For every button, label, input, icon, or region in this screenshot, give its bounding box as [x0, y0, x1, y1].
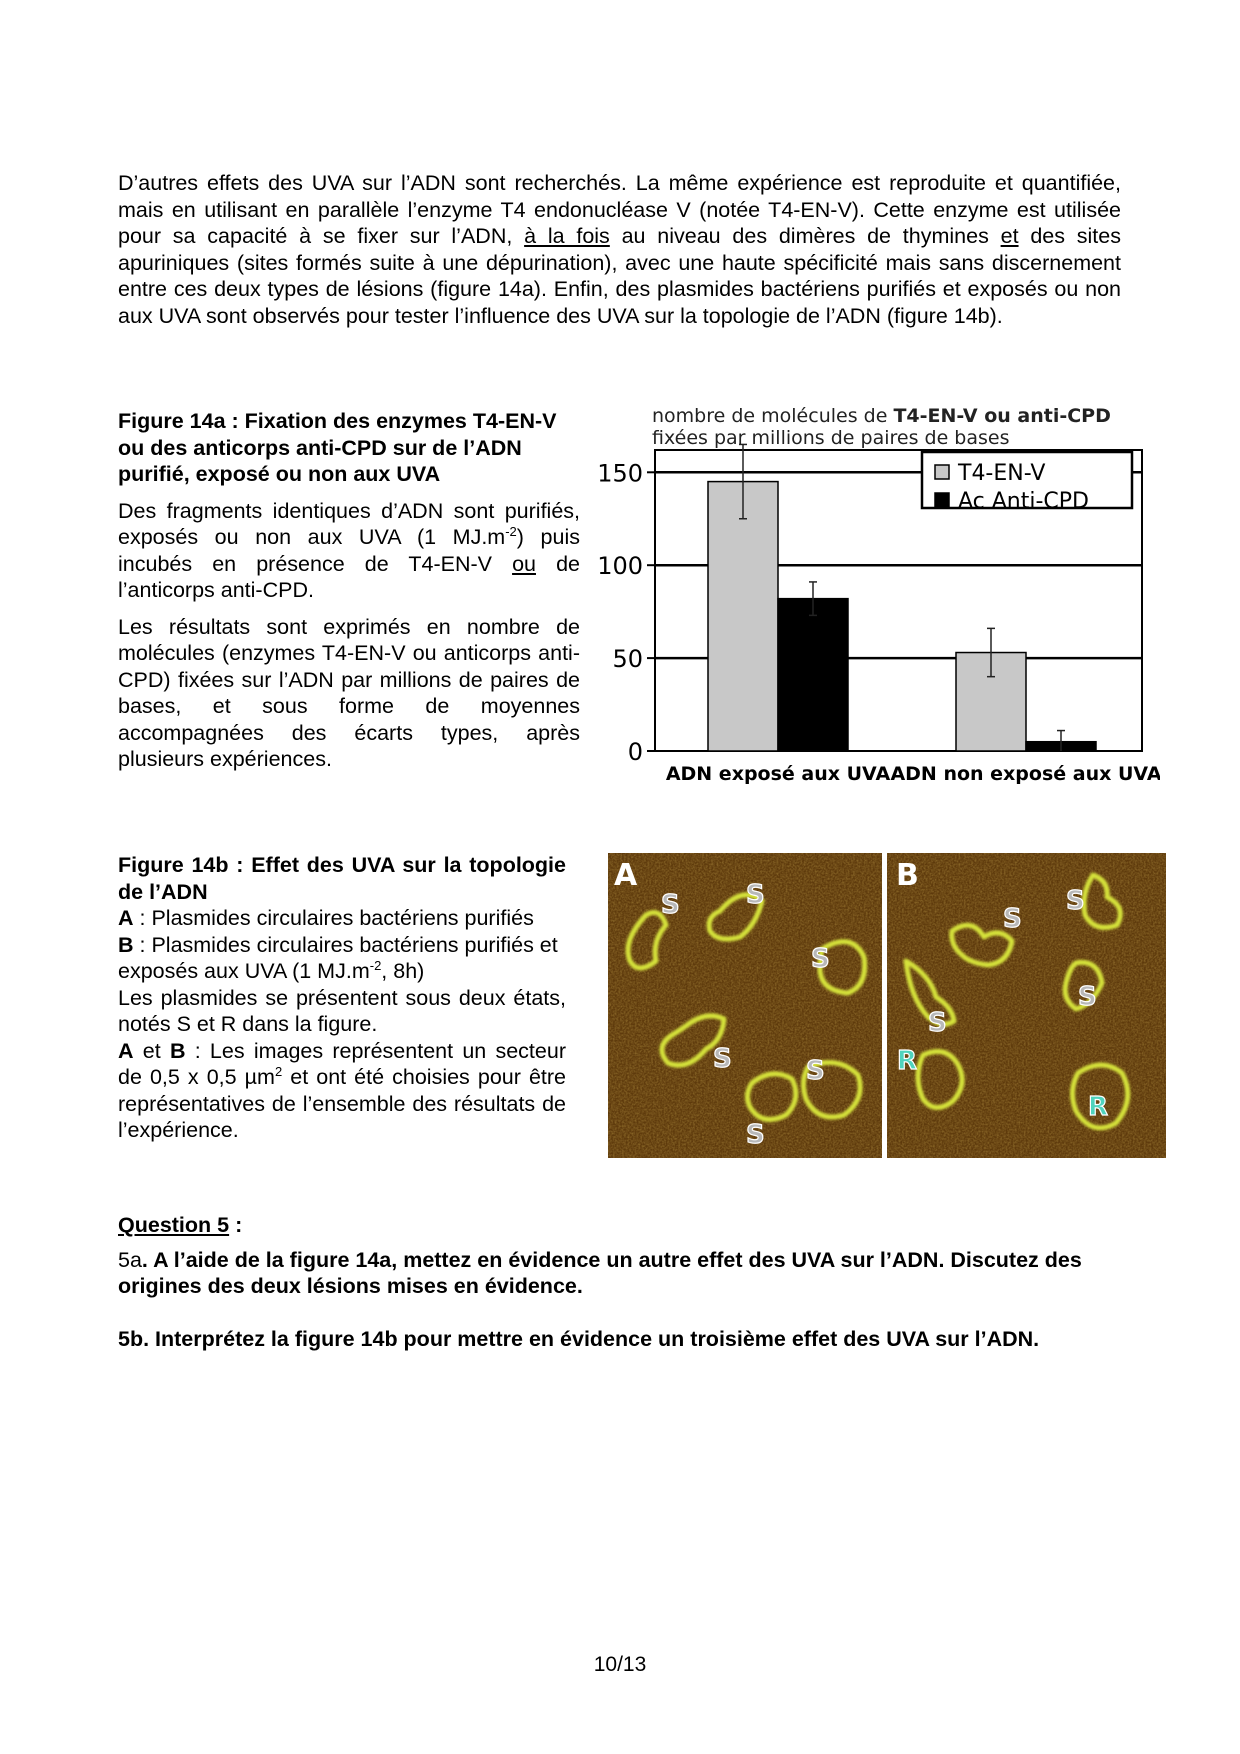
micrograph-panels [608, 853, 1166, 1158]
figure-14b-title: Figure 14b : Effet des UVA sur la topologie de l’ADN [118, 853, 566, 904]
y-tick-label: 100 [597, 552, 643, 581]
label-r: R [897, 1046, 918, 1076]
intro-paragraph: D’autres effets des UVA sur l’ADN sont recherchés. La même expérience est reproduite et quantifiée, mais en utilisant en parallèle l’enzyme T4 endonucléase V (notée T4-EN-V). Cette enzyme est utilisée pour sa capacité à se fixer sur l’ADN, à la fois au niveau des dimères de thymines et des sites apuriniques (sites formés suite à une dépurination), avec une haute spécificité mais sans discernement entre ces deux types de lésions (figure 14a). Enfin, des plasmides bactériens purifiés et exposés ou non aux UVA sont observés pour tester l’influence des UVA sur la topologie de l’ADN (figure 14b). [118, 171, 1121, 328]
question-5b: 5b. Interprétez la figure 14b pour mettre en évidence un troisième effet des UVA sur l’ADN. [118, 1326, 1040, 1351]
label-s: S [1066, 886, 1085, 916]
panel-b [887, 853, 1166, 1158]
chart-title-line1: nombre de molécules de T4-EN-V ou anti-CPD [652, 405, 1111, 427]
page-number: 10/13 [593, 1653, 647, 1676]
y-tick-label: 0 [627, 738, 643, 766]
figure-14a-title: Figure 14a : Fixation des enzymes T4-EN-V ou des anticorps anti-CPD sur de l’ADN purifié, exposé ou non aux UVA [118, 409, 557, 486]
label-s: S [1003, 904, 1022, 934]
x-category-label: ADN non exposé aux UVA [890, 763, 1160, 785]
legend-swatch [935, 465, 949, 479]
figure-14b-micrographs [608, 853, 1166, 1158]
figure-14a-chart [590, 405, 1160, 790]
label-s: S [713, 1044, 732, 1074]
figure-14a-description: Des fragments identiques d’ADN sont purifiés, exposés ou non aux UVA (1 $MJ.m^{-2}$) puis incubés en présence de T4-EN-V ou de l’anticorps anti-CPD. [118, 498, 580, 602]
bar-chart [590, 405, 1160, 790]
bar-anti-cpd [778, 599, 848, 751]
legend-swatch [935, 493, 949, 507]
question-5: Question 5 : 5a. A l’aide de la figure 14a, mettez en évidence un autre effet des UVA sur l’ADN. Discutez des origines des deux lésions mises en évidence. 5b. Interprétez la figure 14b pour mettre en évidence un troisième effet des UVA sur l’ADN. [118, 1212, 1128, 1352]
panel-a [608, 853, 882, 1158]
panel-b-label: B [896, 858, 919, 893]
figure-14b-states-text: Les plasmides se présentent sous deux états, notés S et R dans la figure. [118, 985, 566, 1036]
figure-14b-b-text: B : Plasmides circulaires bactériens purifiés et exposés aux UVA (1 $MJ.m^{-2}$, 8h) [118, 932, 558, 983]
label-s: S [1078, 982, 1097, 1012]
figure-14b-images-text: A et B : Les images représentent un secteur de 0,5 x 0,5 µm$^2$ et ont été choisies pour être représentatives de l’ensemble des résultats de l’expérience. [118, 1038, 566, 1142]
legend-label: T4-EN-V [958, 461, 1046, 486]
figure-14b-caption [118, 852, 566, 1144]
question-5a: 5a. A l’aide de la figure 14a, mettez en évidence un autre effet des UVA sur l’ADN. Discutez des origines des deux lésions mises en évidence. [118, 1247, 1082, 1298]
figure-14a-caption [118, 408, 580, 773]
label-s: S [661, 890, 680, 920]
y-tick-label: 150 [597, 459, 643, 488]
legend-label: Ac Anti-CPD [958, 489, 1089, 514]
figure-14b-a-text: A : Plasmides circulaires bactériens purifiés [118, 906, 534, 930]
question-heading: Question 5 [118, 1213, 230, 1237]
x-category-label: ADN exposé aux UVA [665, 763, 891, 785]
label-s: S [806, 1056, 825, 1086]
label-s: S [811, 944, 830, 974]
label-s: S [928, 1008, 947, 1038]
chart-title-line2: fixées par millions de paires de bases [652, 427, 1010, 449]
label-r: R [1088, 1092, 1109, 1122]
panel-a-label: A [614, 858, 638, 893]
y-tick-label: 50 [612, 645, 643, 674]
label-s: S [746, 1120, 765, 1150]
label-s: S [746, 880, 765, 910]
figure-14a-results-text: Les résultats sont exprimés en nombre de molécules (enzymes T4-EN-V ou anticorps anti-CPD) fixées sur l’ADN par millions de paires de bases, et sous forme de moyennes accompagnées des écarts types, après plusieurs expériences. [118, 614, 580, 771]
bar-t4-en-v [708, 482, 778, 751]
